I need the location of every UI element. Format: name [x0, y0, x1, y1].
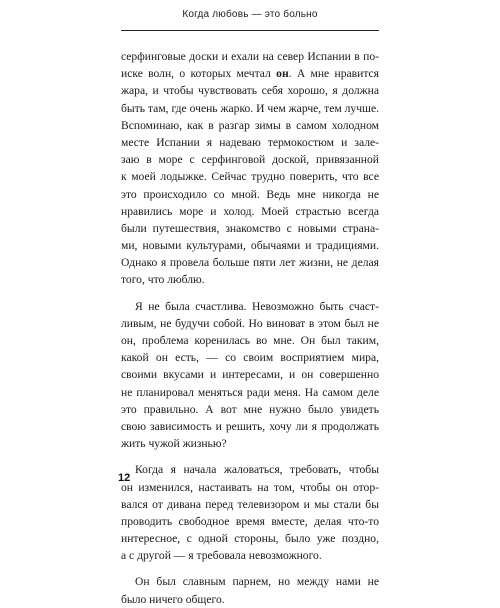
text-line: свою зависимость и решить, хочу ли я продолжать — [121, 419, 379, 433]
text-line: ми, новыми культурами, обычаями и традициями. — [121, 239, 379, 253]
text-line: серфинговые доски и ехали на север Испании в по- — [121, 50, 379, 63]
text-line-part: иске волн, о которых мечтал — [121, 67, 277, 81]
text-line: вался от дивана перед телевизором и мы стали бы — [121, 497, 379, 511]
text-line: он, проблема коренилась во мне. Он был таким, — [121, 334, 379, 347]
text-line — [121, 65, 379, 82]
text-line-part: . А мне нравится — [288, 67, 380, 81]
text-line: нравились море и холод. Моей страстью всегда — [121, 204, 379, 218]
text-line: не планировал меняться ради меня. На самом деле — [121, 385, 379, 399]
text-line: быть там, где очень жарко. И чем жарче, тем лучше. — [121, 101, 379, 115]
paragraph-4 — [121, 573, 379, 607]
text-line: это правильно. А вот мне нужно было увидеть — [121, 402, 379, 416]
text-line: жить чужой жизнью? — [121, 437, 227, 451]
running-header: Когда любовь — это больно — [182, 9, 318, 20]
text-line: ливым, не будучи собой. Но виноват в этом был не — [121, 316, 379, 330]
text-line: интересное, с одной стороны, было уже поздно, — [121, 532, 379, 546]
text-line: проводить свободное время вместе, делая что-то — [121, 514, 379, 528]
text-line: а с другой — я требовала невозможного. — [121, 549, 322, 563]
text-line: Я не была счастлива. Невозможно быть счаст- — [135, 299, 379, 313]
page-number: 12 — [118, 472, 131, 484]
text-line: были путешествия, знакомство с новыми страна- — [121, 221, 379, 235]
text-line: Когда я начала жаловаться, требовать, чтобы — [135, 463, 379, 477]
text-line: к моей лодыжке. Сейчас трудно поверить, что все — [121, 170, 379, 184]
text-line: своими вкусами и интересами, и он совершенно — [121, 368, 379, 382]
text-line: это происходило со мной. Ведь мне никогда не — [121, 187, 379, 201]
text-line: какой он есть, — со своим восприятием мира, — [121, 351, 379, 365]
paragraph-1 — [121, 48, 379, 289]
paragraph-2 — [121, 298, 379, 453]
text-line: жара, и чтобы чувствовать себя хорошо, я должна — [121, 84, 379, 98]
emphasized-word: он — [276, 67, 289, 81]
text-line: того, что люблю. — [121, 273, 205, 287]
text-line: Он был славным парнем, но между нами не — [135, 575, 379, 589]
text-line: Однако я провела больше пяти лет жизни, не делая — [121, 256, 379, 270]
text-line: он изменился, настаивать на том, чтобы он отор- — [121, 480, 379, 494]
header-divider — [121, 30, 379, 31]
text-line: Вспоминаю, как в разгар зимы в самом холодном — [121, 118, 379, 132]
page-body — [121, 48, 379, 608]
paragraph-3 — [121, 461, 379, 564]
text-line: было ничего общего. — [121, 592, 225, 606]
text-line: месте Испании я надеваю термокостюм и зале- — [121, 135, 379, 149]
text-line: заю в море с серфинговой доской, привязанной — [121, 153, 379, 167]
